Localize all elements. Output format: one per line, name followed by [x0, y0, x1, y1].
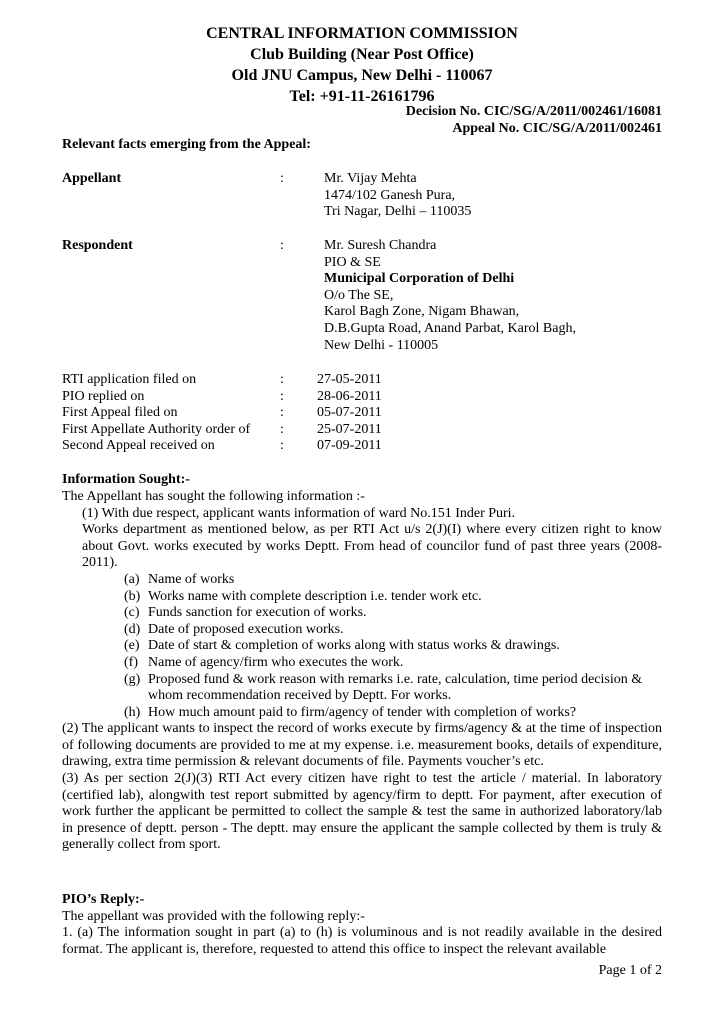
list-item — [124, 638, 669, 655]
pio-reply-intro: The appellant was provided with the following reply:- — [62, 909, 365, 924]
date-value: 27-05-2011 — [317, 372, 382, 387]
commission-telephone: Tel: +91-11-26161796 — [289, 88, 435, 105]
list-item-text: Date of start & completion of works along with status works & drawings. — [148, 638, 560, 654]
information-sought-heading: Information Sought:- — [62, 472, 190, 487]
list-item-text: Proposed fund & work reason with remarks i.e. rate, calculation, time period decision & whom recommendation received by Deptt. For works. — [148, 671, 643, 704]
decision-number: Decision No. CIC/SG/A/2011/002461/16081 — [405, 104, 662, 119]
list-item-text: Works name with complete description i.e. tender work etc. — [148, 588, 482, 604]
respondent-label: Respondent — [62, 238, 133, 253]
list-item-marker: (f) — [124, 654, 138, 670]
date-value: 25-07-2011 — [317, 421, 382, 437]
information-point-2: (2) The applicant wants to inspect the record of works execute by firms/agency & at the time of inspection of following documents are provided to me at my expense. i.e. measurement books, details of expenditure, drawing, extra time permission & relevant documents of file. Payments voucher’s etc. — [62, 721, 662, 770]
appellant-address-line: Tri Nagar, Delhi – 110035 — [324, 204, 472, 220]
list-item — [124, 622, 669, 639]
date-label: First Appeal filed on — [62, 405, 178, 420]
date-label: First Appellate Authority order of — [62, 421, 251, 437]
list-item-text: Date of proposed execution works. — [148, 621, 344, 637]
date-row — [62, 438, 662, 455]
respondent-name: Mr. Suresh Chandra — [324, 238, 437, 253]
date-colon: : — [280, 372, 284, 387]
list-item-text: Funds sanction for execution of works. — [148, 605, 367, 621]
information-items-list — [124, 572, 669, 721]
date-colon: : — [280, 421, 284, 437]
respondent-details — [324, 238, 576, 354]
respondent-designation: PIO & SE — [324, 254, 381, 270]
pio-reply-paragraph: 1. (a) The information sought in part (a) to (h) is voluminous and is not readily available in the desired format. The applicant is, therefore, requested to attend this office to inspect the relevant available — [62, 925, 662, 957]
date-colon: : — [280, 388, 284, 404]
date-value: 05-07-2011 — [317, 405, 382, 420]
list-item-marker: (g) — [124, 671, 141, 687]
date-value: 07-09-2011 — [317, 438, 382, 453]
list-item-marker: (d) — [124, 621, 141, 637]
appeal-number: Appeal No. CIC/SG/A/2011/002461 — [452, 121, 662, 136]
list-item-marker: (c) — [124, 605, 140, 621]
commission-name: CENTRAL INFORMATION COMMISSION — [206, 25, 518, 42]
list-item — [124, 605, 669, 622]
respondent-address-line: O/o The SE, — [324, 287, 394, 303]
page-number: Page 1 of 2 — [598, 963, 662, 978]
respondent-address-line: New Delhi - 110005 — [324, 337, 439, 353]
respondent-address-line: Karol Bagh Zone, Nigam Bhawan, — [324, 304, 520, 320]
works-paragraph: Works department as mentioned below, as per RTI Act u/s 2(J)(I) where every citizen right to know about Govt. works executed by works Deptt. From head of councilor fund of past three years (2008-2011). — [82, 522, 662, 571]
pio-reply-heading: PIO’s Reply:- — [62, 892, 145, 907]
list-item-text: How much amount paid to firm/agency of tender with completion of works? — [148, 704, 577, 720]
commission-header — [0, 24, 724, 107]
date-colon: : — [280, 438, 284, 453]
respondent-address-line: D.B.Gupta Road, Anand Parbat, Karol Bagh, — [324, 320, 576, 336]
information-sought-intro: The Appellant has sought the following information :- — [62, 489, 365, 504]
list-item-text: Name of works — [148, 572, 235, 587]
date-row — [62, 372, 662, 389]
date-row — [62, 405, 662, 422]
date-colon: : — [280, 405, 284, 420]
list-item — [124, 655, 669, 672]
appellant-label: Appellant — [62, 171, 122, 186]
date-label: Second Appeal received on — [62, 438, 215, 453]
list-item-marker: (h) — [124, 704, 141, 720]
respondent-colon: : — [280, 238, 284, 253]
appellant-colon: : — [280, 171, 284, 186]
list-item-marker: (e) — [124, 638, 140, 654]
list-item — [124, 672, 669, 705]
date-label: PIO replied on — [62, 388, 145, 404]
commission-address: Old JNU Campus, New Delhi - 110067 — [231, 67, 493, 84]
list-item-marker: (b) — [124, 588, 141, 604]
date-row — [62, 422, 662, 439]
date-label: RTI application filed on — [62, 372, 197, 387]
relevant-facts-heading: Relevant facts emerging from the Appeal: — [62, 137, 311, 152]
appeal-dates-table — [62, 372, 662, 455]
list-item-text: Name of agency/firm who executes the work. — [148, 654, 404, 670]
information-point-3: (3) As per section 2(J)(3) RTI Act every citizen have right to test the article / material. In laboratory (certified lab), alongwith test report submitted by agency/firm to deptt. For payment, after execution of work further the applicant be permitted to collect the sample & test the same in authorized laboratory/lab in presence of deptt. person - The deptt. may ensure the applicant the sample collected by them is truly & generally collect from sport. — [62, 771, 662, 853]
list-item — [124, 705, 669, 722]
respondent-organisation: Municipal Corporation of Delhi — [324, 271, 515, 287]
list-item — [124, 572, 669, 589]
date-row — [62, 389, 662, 406]
appellant-details — [324, 171, 471, 221]
commission-building: Club Building (Near Post Office) — [250, 46, 474, 63]
information-point-1: (1) With due respect, applicant wants information of ward No.151 Inder Puri. — [82, 506, 516, 521]
list-item — [124, 589, 669, 606]
reference-numbers — [406, 103, 662, 137]
appellant-name: Mr. Vijay Mehta — [324, 171, 417, 186]
appellant-address-line: 1474/102 Ganesh Pura, — [324, 187, 456, 203]
date-value: 28-06-2011 — [317, 388, 382, 404]
list-item-marker: (a) — [124, 572, 140, 587]
